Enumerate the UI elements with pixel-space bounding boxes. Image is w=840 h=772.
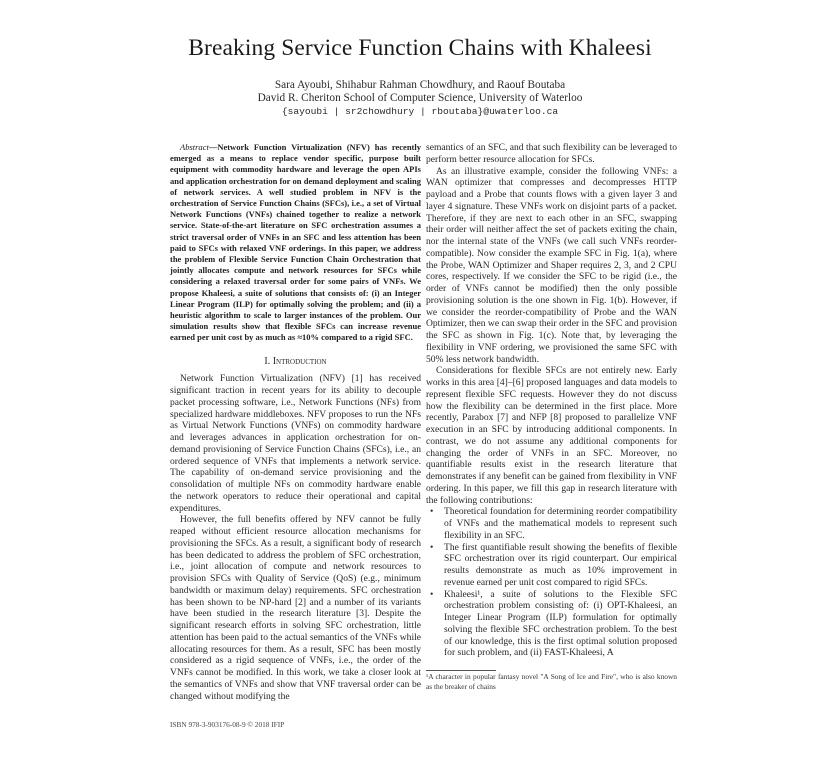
paper-page xyxy=(158,0,682,772)
abstract-text: —Network Function Virtualization (NFV) has recently emerged as a means to replace vendor specific, purpose built equipment with commodity hardware and leverage the open APIs and application orchestration for on demand deployment and scaling of network services. A well studied problem in NFV is the orchestration of Service Function Chains (SFCs), i.e., a set of Virtual Network Functions (VNFs) chained together to realize a network service. State-of-the-art literature on SFC orchestration assumes a strict traversal order of VNFs in an SFC and less attention has been paid to SFCs with relaxed VNF orderings. In this paper, we address the problem of Flexible Service Function Chain Orchestration that jointly allocates compute and network resources for SFCs while considering a relaxed traversal order for some pairs of VNFs. We propose Khaleesi, a suite of solutions that consists of: (i) an Integer Linear Program (ILP) for optimally solving the problem; and (ii) a heuristic algorithm to scale to larger instances of the problem. Our simulation results show that flexible SFCs can increase revenue earned per unit cost by as much as ≈10% compared to a rigid SFC. xyxy=(170,142,421,343)
right-column xyxy=(426,142,677,659)
abstract xyxy=(170,142,421,344)
author-emails: {sayoubi | sr2chowdhury | rboutaba}@uwaterloo.ca xyxy=(281,106,559,117)
author-block xyxy=(158,79,682,118)
contribution-item: • Theoretical foundation for determining reorder compatibility of VNFs and the mathematical models to represent such flexibility in an SFC. xyxy=(438,506,677,541)
footnote: ¹A character in popular fantasy novel "A Song of Ice and Fire", who is also known as the breaker of chains xyxy=(426,672,677,691)
footnote-divider xyxy=(426,670,496,671)
contribution-item: • The first quantifiable result showing the benefits of flexible SFC orchestration over its rigid counterpart. Our empirical results demonstrate as much as 10% improvement in revenue earned per unit cost compared to rigid SFCs. xyxy=(438,542,677,589)
contribution-item: • Khaleesi¹, a suite of solutions to the Flexible SFC orchestration problem consisting of: (i) OPT-Khaleesi, an Integer Linear Program (ILP) formulation for optimally solving the flexible SFC orchestration problem. To the best of our knowledge, this is the first optimal solution proposed for such problem, and (ii) FAST-Khaleesi, A xyxy=(438,589,677,660)
left-column xyxy=(170,142,421,702)
author-names: Sara Ayoubi, Shihabur Rahman Chowdhury, and Raouf Boutaba xyxy=(274,79,566,91)
paper-title: Breaking Service Function Chains with Khaleesi xyxy=(188,35,652,61)
body-paragraph: semantics of an SFC, and that such flexibility can be leveraged to perform better resource allocation for SFCs. xyxy=(426,142,677,165)
body-paragraph: However, the full benefits offered by NFV cannot be fully reaped without efficient resource allocation mechanisms for provisioning the SFCs. As a result, a significant body of research has been dedicated to address the problem of SFC orchestration, i.e., joint allocation of compute and network resources to provision SFCs with Quality of Service (QoS) (e.g., minimum bandwidth or maximum delay) requirements. SFC orchestration has been shown to be NP-hard [2] and a number of its variants have been studied in the research literature [3]. Despite the significant research efforts in solving SFC orchestration, little attention has been paid to the actual semantics of the VNFs while allocating resources for them. As a result, SFC has been mostly considered as a rigid sequence of VNFs, i.e., the order of the VNFs cannot be modified. In this work, we take a closer look at the semantics of VNFs and show that VNF traversal order can be changed without modifying the xyxy=(170,514,421,702)
contribution-list xyxy=(426,506,677,659)
section-heading: I. Introduction xyxy=(264,355,327,367)
body-paragraph: As an illustrative example, consider the following VNFs: a WAN optimizer that compresses and decompresses HTTP payload and a Probe that counts flows with a given layer 3 and layer 4 signature. These VNFs work on disjoint parts of a packet. Therefore, if they are next to each other in an SFC, swapping their order will neither affect the set of packets exiting the chain, nor the internal state of the VNFs (we call such VNFs reorder-compatible). Now consider the example SFC in Fig. 1(a), where the Probe, WAN Optimizer and Shaper requires 2, 3, and 2 CPU cores, respectively. If we consider the SFC to be rigid (i.e., the order of VNFs cannot be modified) then the only possible provisioning solution is the one shown in Fig. 1(b). However, if we consider the reorder-compatibility of Probe and the WAN Optimizer, then we can swap their order in the SFC and provision the SFC as shown in Fig. 1(c). Note that, by leveraging the flexibility in VNF ordering, we provisioned the same SFC with 50% less network bandwidth. xyxy=(426,165,677,365)
author-affiliation: David R. Cheriton School of Computer Science, University of Waterloo xyxy=(257,92,583,104)
copyright-footer: ISBN 978-3-903176-08-9 © 2018 IFIP xyxy=(170,720,285,729)
body-paragraph: Network Function Virtualization (NFV) [1] has received significant traction in recent years for its ability to decouple packet processing software, i.e., Network Functions (NFs) from specialized hardware middleboxes. NFV proposes to run the NFs as Virtual Network Functions (VNFs) on commodity hardware and leverages advances in application orchestration for on-demand provisioning of Service Function Chains (SFCs), i.e., an ordered sequence of VNFs that implements a network service. The capability of on-demand service provisioning and the consolidation of multiple NFs on commodity hardware enable the network operators to reduce their operational and capital expenditures. xyxy=(170,373,421,514)
abstract-lead: Abstract xyxy=(180,142,209,152)
body-paragraph: Considerations for flexible SFCs are not entirely new. Early works in this area [4]–[6] proposed languages and data models to represent flexible SFC requests. However they do not discuss how the flexibility can be determined in the first place. More recently, Parabox [7] and NFP [8] proposed to parallelize VNF execution in an SFC by introducing additional components. In contrast, we do not assume any additional components for changing the order of VNFs in an SFC. Moreover, no quantifiable results exist in the research literature that demonstrates if any benefit can be gained from flexibility in VNF ordering. In this paper, we fill this gap in research literature with the following contributions: xyxy=(426,365,677,506)
